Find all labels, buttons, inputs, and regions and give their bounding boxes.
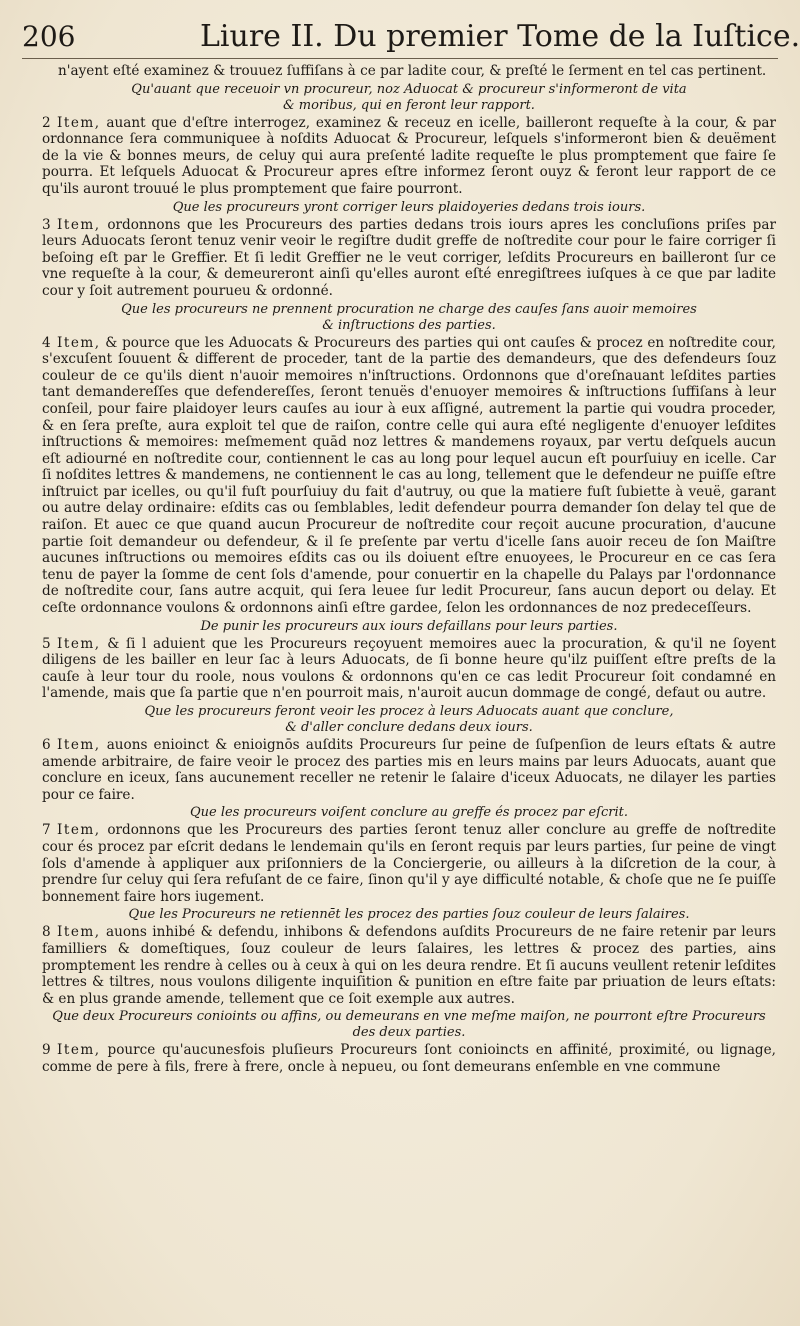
article-heading	[42, 619, 776, 635]
heading-line: Que les Procureurs ne retiennēt les procez des parties ſouz couleur de leurs ſalaires.	[128, 907, 690, 923]
heading-line: & moribus, qui en feront leur rapport.	[283, 97, 535, 113]
article-heading	[42, 907, 776, 923]
heading-line: Que les procureurs ne prennent procuration ne charge des cauſes ſans auoir memoires	[121, 301, 697, 317]
item-word: Item,	[57, 737, 101, 753]
article-heading	[42, 200, 776, 216]
article-number: 4	[42, 334, 51, 351]
article-paragraph	[42, 1042, 776, 1075]
article-number: 9	[42, 1042, 51, 1059]
article-paragraph	[42, 822, 776, 905]
item-word: Item,	[57, 334, 101, 351]
article-heading	[42, 82, 776, 114]
article-number: 7	[42, 822, 51, 839]
article-paragraph	[42, 335, 776, 617]
article-paragraph	[42, 217, 776, 300]
paragraph-text: & pource que les Aduocats & Procureurs des parties qui ont cauſes & procez en noſtredite cour, s'excuſent ſouuent & different de proceder, tant de la partie des demandeurs, que des defendeurs ſouz couleur de ce qu'ils dient n'auoir memoires n'inſtructions. Ordonnons que d'oreſnauant leſdites parties tant demandereſſes que defendereſſes, ſeront tenuës d'enuoyer memoires & inſtructions ſuffiſans à leur conſeil, pour faire plaidoyer leurs cauſes au iour à eux aſſigné, autrement la partie qui voudra proceder, & en ſera preſte, aura exploit tel que de raiſon, contre celle qui aura eſté negligente d'enuoyer leſdites inſtructions & memoires: meſmement quād noz lettres & mandemens royaux, par vertu deſquels aucun eſt adiourné en noſtredite cour, contiennent le cas au long pour lequel aucun eſt pourſuiuy en icelle. Car ſi noſdites lettres & mandemens, ne contiennent le cas au long, tellement que le defendeur ne puiſſe eſtre inſtruict par icelles, ou qu'il fuſt pourſuiuy du fait d'autruy, ou que la matiere fuſt ſubiette à veuë, garant ou autre delay ordinaire: eſdits cas ou ſemblables, ledit defendeur pourra demander ſon delay tel que de raiſon. Et auec ce que quand aucun Procureur de noſtredite cour reçoit aucune procuration, d'aucune partie ſoit demandeur ou defendeur, & il ſe preſente par vertu d'icelle ſans auoir receu de ſon Maiſtre aucunes inſtructions ou memoires eſdits cas ou ils doiuent eſtre enuoyees, le Procureur en ce cas ſera tenu de payer la ſomme de cent ſols d'amende, pour conuertir en la chapelle du Palays par l'ordonnance de noſtredite cour, ſans autre acquit, qui ſera leuee ſur ledit Procureur, ſans aucun deport ou delay. Et ceſte ordonnance voulons & ordonnons ainſi eſtre gardee, ſelon les ordonnances de noz predeceſſeurs.	[42, 334, 776, 617]
article-paragraph	[42, 115, 776, 198]
heading-line: Qu'auant que receuoir vn procureur, noz Aduocat & procureur s'informeront de vita	[131, 81, 687, 97]
paragraph	[42, 63, 776, 80]
paragraph-text: ordonnons que les Procureurs des parties ſeront tenuz aller conclure au greffe de noſtredite cour és procez par eſcrit dedans le lendemain qu'ils en ſeront requis par leurs parties, ſur peine de vingt ſols d'amende à appliquer aux priſonniers de la Conciergerie, ou ailleurs à la diſcretion de la cour, à prendre ſur celuy qui ſera refuſant de ce faire, ſinon qu'il y aye difficulté notable, & choſe que ne ſe puiſſe bonnement faire hors iugement.	[42, 822, 777, 905]
item-word: Item,	[57, 114, 101, 131]
item-word: Item,	[57, 635, 101, 652]
heading-line: Que deux Procureurs conioints ou affins, ou demeurans en vne meſme maiſon, ne pourront eſtre Procureurs des deux parties.	[52, 1009, 766, 1041]
page-header	[22, 18, 800, 62]
article-heading	[42, 1009, 776, 1041]
paragraph-text: auant que d'eſtre interrogez, examinez & receuz en icelle, bailleront requeſte à la cour, & par ordonnance ſera communiquee à noſdits Aduocat & Procureur, leſquels s'informeront bien & deuëment de la vie & bonnes meurs, de celuy qui aura preſenté ladite requeſte le plus promptement que faire ſe pourra. Et leſquels Aduocat & Procureur apres eſtre informez ſeront ouyz & feront leur rapport de ce qu'ils auront trouué le plus promptement que faire pourront.	[42, 114, 776, 197]
header-rule	[22, 58, 778, 59]
article-number: 2	[42, 114, 51, 131]
heading-line: Que les procureurs voiſent conclure au greffe és procez par eſcrit.	[190, 805, 628, 821]
article-heading	[42, 704, 776, 736]
paragraph-text: auons enioinct & enioignōs auſdits Procureurs ſur peine de ſuſpenſion de leurs eſtats & autre amende arbitraire, de faire veoir le procez des parties mis en leurs mains par leurs Aduocats, auant que conclure en iceux, ſans aucunement receller ne retenir le ſalaire d'iceux Aduocats, ne dilayer les parties pour ce faire.	[42, 737, 776, 803]
article-paragraph	[42, 924, 776, 1007]
article-number: 5	[42, 635, 51, 652]
article-heading	[42, 302, 776, 334]
running-title: Liure II. Du premier Tome de la Iuſtice.	[200, 19, 800, 54]
heading-line: De punir les procureurs aux iours defaillans pour leurs parties.	[200, 618, 618, 634]
item-word: Item,	[57, 216, 101, 233]
item-word: Item,	[57, 822, 101, 839]
item-word: Item,	[57, 1042, 101, 1059]
paragraph-text: ordonnons que les Procureurs des parties dedans trois iours apres les concluſions priſes par leurs Aduocats ſeront tenuz venir veoir le regiſtre dudit greffe de noſtredite cour pour le faire corriger ſi beſoing eſt par le Greffier. Et ſi ledit Greffier ne le veut corriger, leſdits Procureurs en bailleront ſur ce vne requeſte à la cour, & demeureront ainſi qu'elles auront eſté enregiſtrees iuſques à ce que par ladite cour y ſoit autrement pourueu & ordonné.	[42, 216, 776, 299]
page-number: 206	[22, 20, 76, 53]
paragraph-text: n'ayent eſté examinez & trouuez ſuffiſans à ce par ladite cour, & preſté le ſerment en tel cas pertinent.	[58, 63, 767, 79]
heading-line: Que les procureurs yront corriger leurs plaidoyeries dedans trois iours.	[172, 199, 646, 215]
page-body	[42, 63, 776, 1076]
article-paragraph	[42, 636, 776, 702]
item-word: Item,	[57, 924, 101, 941]
article-number: 8	[42, 924, 51, 941]
paragraph-text: & ſi l aduient que les Procureurs reçoyuent memoires auec la procuration, & qu'il ne ſoyent diligens de les bailler en leur ſac à leurs Aduocats, de ſi bonne heure qu'ilz puiſſent eſtre preſts de la cauſe à leur tour du roole, nous voulons & ordonnons qu'en ce cas ledit Procureur ſoit condamné en l'amende, mais que ſa partie que n'en pourroit mais, n'auroit aucun dommage de congé, defaut ou autre.	[42, 635, 776, 702]
heading-line: & inſtructions des parties.	[322, 317, 496, 333]
heading-line: Que les procureurs feront veoir les procez à leurs Aduocats auant que conclure,	[144, 704, 674, 719]
article-paragraph	[42, 737, 776, 803]
article-number: 3	[42, 216, 51, 233]
article-heading	[42, 805, 776, 821]
paragraph-text: auons inhibé & defendu, inhibons & defendons auſdits Procureurs de ne faire retenir par leurs familliers & domeſtiques, ſouz couleur de leurs ſalaires, les lettres & procez des parties, ains promptement les rendre à celles ou à ceux à qui on les deura rendre. Et ſi aucuns veullent retenir leſdites lettres & tiltres, nous voulons diligente inquiſition & punition en eſtre faite par priuation de leurs eſtats: & en plus grande amende, tellement que ce ſoit exemple aux autres.	[42, 924, 777, 1007]
paragraph-text: pource qu'aucunesfois pluſieurs Procureurs ſont conioincts en affinité, proximité, ou lignage, comme de pere à fils, frere à frere, oncle à nepueu, ou ſont demeurans enſemble en vne commune	[42, 1042, 776, 1075]
heading-line: & d'aller conclure dedans deux iours.	[285, 720, 533, 735]
article-number: 6	[42, 737, 51, 753]
